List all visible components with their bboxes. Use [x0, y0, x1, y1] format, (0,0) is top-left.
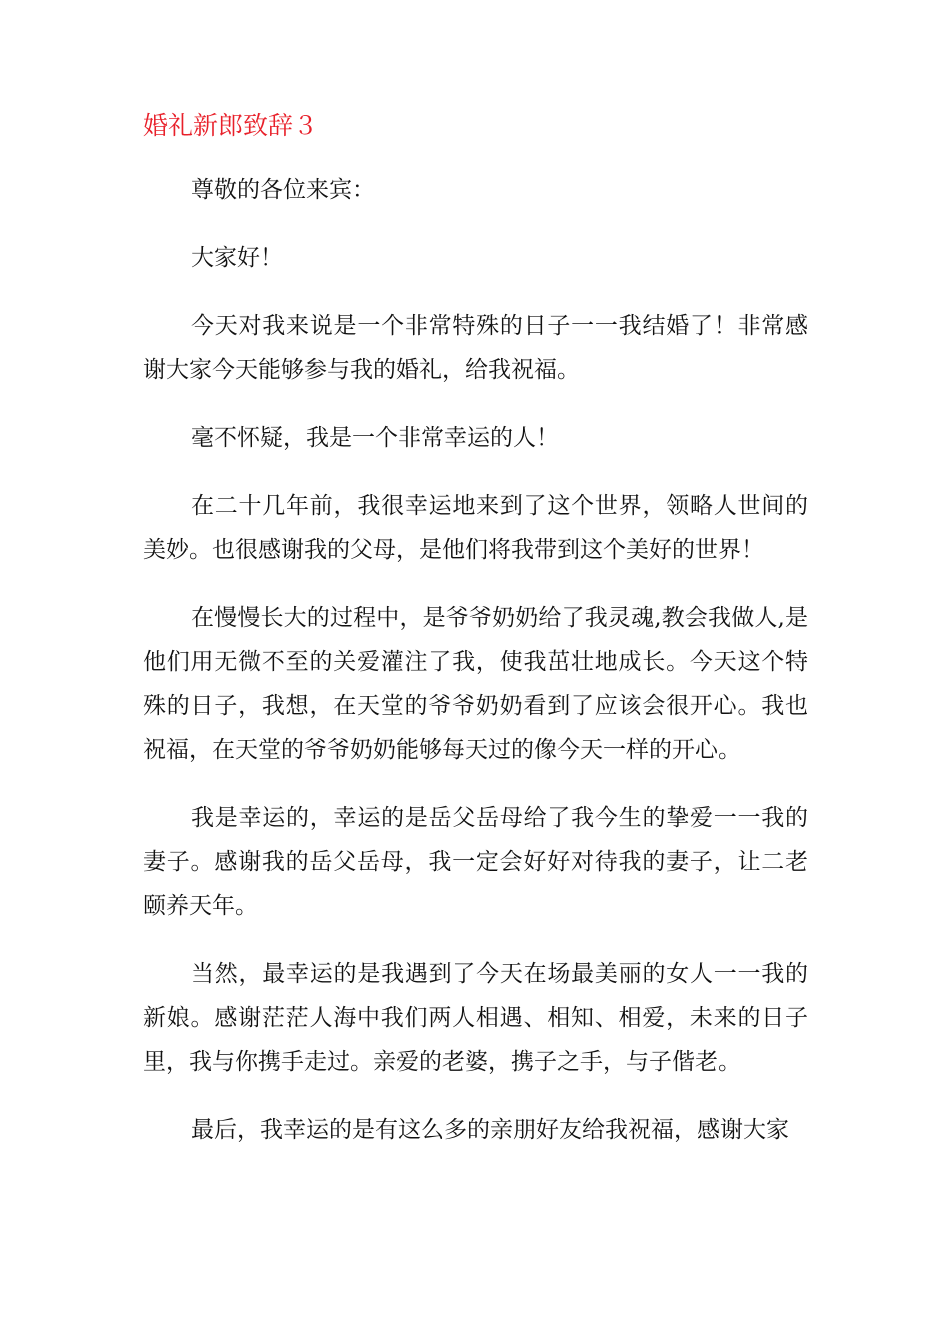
paragraph: 在慢慢长大的过程中，是爷爷奶奶给了我灵魂,教会我做人,是他们用无微不至的关爱灌注了我，使我茁壮地成长。今天这个特殊的日子，我想，在天堂的爷爷奶奶看到了应该会很开心。我也祝福，在天堂的爷爷奶奶能够每天过的像今天一样的开心。 — [143, 605, 808, 763]
paragraph: 我是幸运的，幸运的是岳父岳母给了我今生的挚爱一一我的妻子。感谢我的岳父岳母，我一定会好好对待我的妻子，让二老颐养天年。 — [143, 805, 808, 919]
document-title: 婚礼新郎致辞３ — [143, 111, 319, 140]
paragraph-salutation: 尊敬的各位来宾： — [191, 177, 375, 203]
paragraph-greeting: 大家好！ — [191, 245, 283, 271]
paragraph: 毫不怀疑，我是一个非常幸运的人！ — [191, 425, 559, 451]
paragraph: 在二十几年前，我很幸运地来到了这个世界，领略人世间的美妙。也很感谢我的父母，是他们将我带到这个美好的世界！ — [143, 493, 808, 563]
paragraph: 最后，我幸运的是有这么多的亲朋好友给我祝福，感谢大家 — [191, 1117, 789, 1143]
document-body — [143, 168, 808, 1176]
paragraph: 今天对我来说是一个非常特殊的日子一一我结婚了！非常感谢大家今天能够参与我的婚礼，给我祝福。 — [143, 313, 808, 383]
paragraph: 当然，最幸运的是我遇到了今天在场最美丽的女人一一我的新娘。感谢茫茫人海中我们两人相遇、相知、相爱，未来的日子里，我与你携手走过。亲爱的老婆，携子之手，与子偕老。 — [143, 961, 808, 1075]
